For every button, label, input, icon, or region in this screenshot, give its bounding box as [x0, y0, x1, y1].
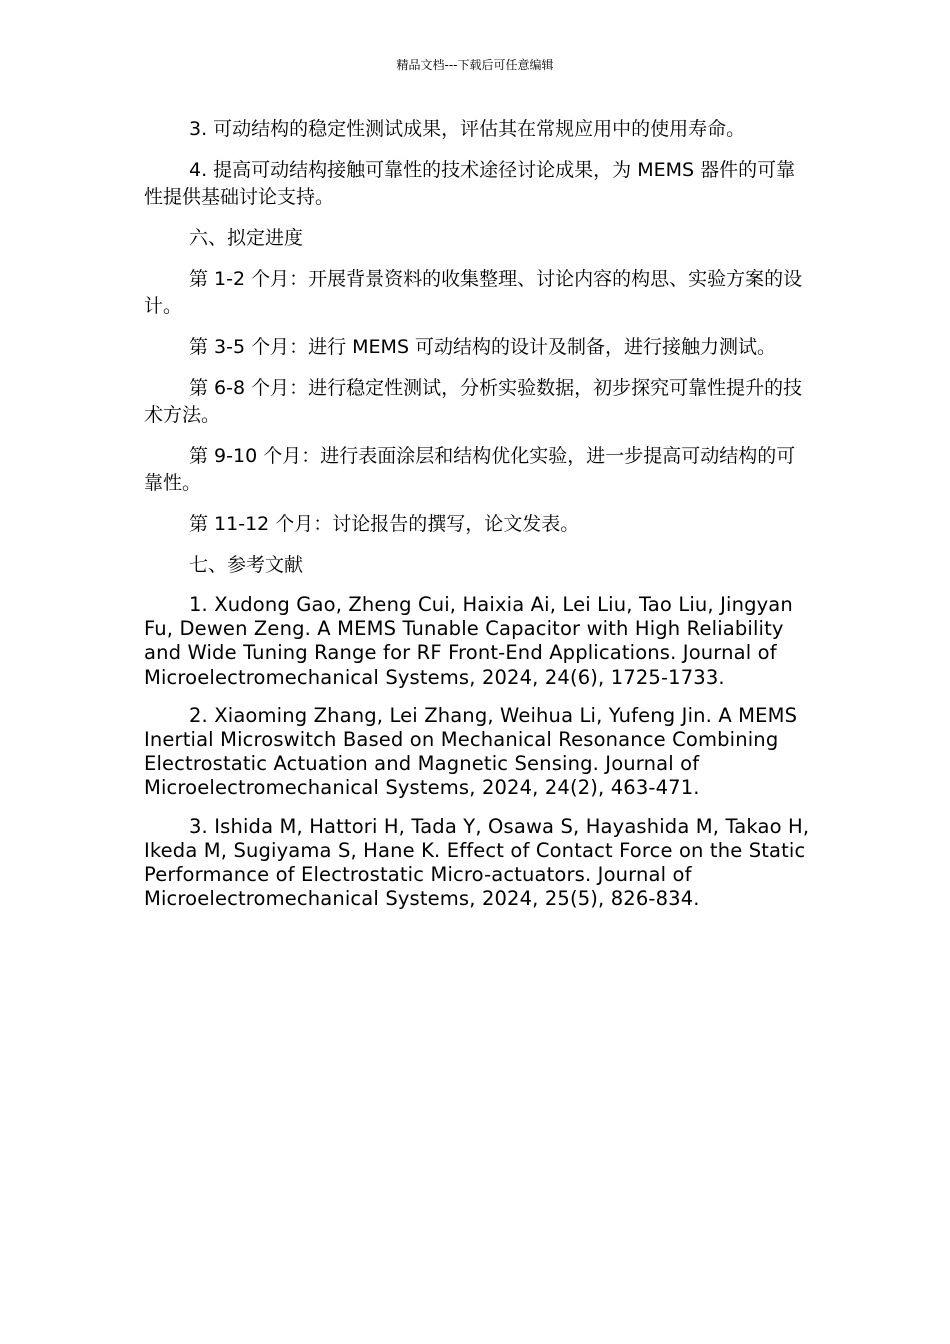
schedule-item-1: 第 1-2 个月：开展背景资料的收集整理、讨论内容的构思、实验方案的设计。	[144, 268, 803, 317]
schedule-item-4: 第 9-10 个月：进行表面涂层和结构优化实验，进一步提高可动结构的可靠性。	[144, 445, 796, 494]
result-item-3: 3. 可动结构的稳定性测试成果，评估其在常规应用中的使用寿命。	[189, 118, 746, 140]
result-item-4: 4. 提高可动结构接触可靠性的技术途径讨论成果，为 MEMS 器件的可靠性提供基础讨论支持。	[144, 159, 796, 208]
schedule-item-5: 第 11-12 个月：讨论报告的撰写，论文发表。	[189, 513, 580, 535]
section-heading-schedule: 六、拟定进度	[189, 227, 304, 249]
reference-item-2: 2. Xiaoming Zhang, Lei Zhang, Weihua Li, Yufeng Jin. A MEMS Inertial Microswitch Based on Mechanical Resonance Combining Electrostatic Actuation and Magnetic Sensing. Journal of Microelectromechanical Systems, 2024, 24(2), 463-471.	[144, 703, 798, 800]
schedule-item-2: 第 3-5 个月：进行 MEMS 可动结构的设计及制备，进行接触力测试。	[189, 336, 777, 358]
page-header: 精品文档---下载后可任意编辑	[396, 58, 554, 72]
reference-item-3: 3. Ishida M, Hattori H, Tada Y, Osawa S, Hayashida M, Takao H, Ikeda M, Sugiyama S, Hane K. Effect of Contact Force on the Static Performance of Electrostatic Micro-actuators. Journal of Microelectromechanical Systems, 2024, 25(5), 826-834.	[144, 814, 810, 911]
document-body	[144, 116, 810, 925]
section-heading-references: 七、参考文献	[189, 554, 304, 576]
reference-item-1: 1. Xudong Gao, Zheng Cui, Haixia Ai, Lei Liu, Tao Liu, Jingyan Fu, Dewen Zeng. A MEMS Tunable Capacitor with High Reliability and Wide Tuning Range for RF Front-End Applications. Journal of Microelectromechanical Systems, 2024, 24(6), 1725-1733.	[144, 593, 793, 689]
schedule-item-3: 第 6-8 个月：进行稳定性测试，分析实验数据，初步探究可靠性提升的技术方法。	[144, 377, 803, 426]
